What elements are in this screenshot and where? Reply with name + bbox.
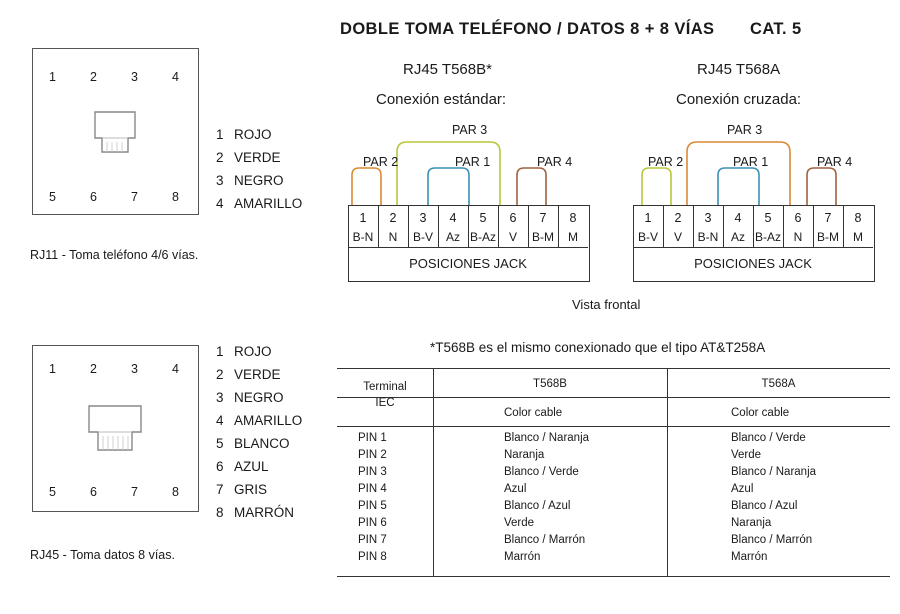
jack-left-pin-code: B-Az (469, 230, 496, 244)
jack-left-pair-3-label: PAR 3 (452, 123, 488, 137)
rj11-top-number-1: 1 (49, 70, 56, 84)
legend-item (216, 432, 302, 455)
table-header-t568b: T568B (533, 378, 567, 390)
legend-item (216, 169, 302, 192)
jack-left-pin-number: 8 (569, 211, 577, 225)
legend-item (216, 501, 302, 524)
rj11-top-number-2: 2 (90, 70, 97, 84)
jack-left-pair-4-label: PAR 4 (537, 155, 573, 169)
legend-item (216, 340, 302, 363)
legend-item (216, 478, 302, 501)
legend-color-name: AZUL (234, 459, 269, 474)
jack-left-positions-label: POSICIONES JACK (409, 256, 527, 271)
table-row-t568a: Blanco / Verde (731, 432, 806, 444)
table-row-t568b: Naranja (504, 449, 545, 461)
table-row-t568b: Azul (504, 483, 527, 495)
legend-color-name: AMARILLO (234, 413, 303, 428)
rj11-bottom-number-6: 6 (90, 190, 97, 204)
page-title: DOBLE TOMA TELÉFONO / DATOS 8 + 8 VÍAS (340, 20, 715, 38)
table-column-divider (667, 369, 668, 576)
jack-right-pin-number: 1 (644, 211, 652, 225)
jack-left-pin-divider (348, 247, 588, 248)
legend-index: 5 (216, 436, 224, 451)
table-subheader-divider (337, 426, 890, 427)
rj45-top-number-2: 2 (90, 362, 97, 376)
jack-left-pin-number: 3 (419, 211, 427, 225)
legend-index: 1 (216, 344, 224, 359)
legend-item (216, 363, 302, 386)
table-row-t568b: Blanco / Naranja (504, 432, 590, 444)
jack-right-pin-number: 6 (794, 211, 802, 225)
table-row-t568a: Blanco / Azul (731, 500, 798, 512)
jack-right-pin-code: Az (730, 230, 745, 244)
jack-right-pin-code: N (793, 230, 803, 244)
legend-index: 2 (216, 150, 224, 165)
jack-left-pin-number: 6 (509, 211, 517, 225)
jack-left-pin-code: Az (445, 230, 460, 244)
jack-left-pin-code: B-N (352, 230, 374, 244)
rj11-bottom-number-5: 5 (49, 190, 56, 204)
legend-item (216, 386, 302, 409)
rj11-bottom-number-8: 8 (172, 190, 179, 204)
table-subheader-color-b: Color cable (504, 407, 563, 419)
jack-left-heading: RJ45 T568B* (403, 61, 492, 78)
legend-color-name: VERDE (234, 367, 281, 382)
jack-left-pin-number: 4 (449, 211, 457, 225)
jack-right-pin-code: B-Az (754, 230, 781, 244)
table-row-t568b: Marrón (504, 551, 541, 563)
legend-color-name: GRIS (234, 482, 268, 497)
legend-index: 6 (216, 459, 224, 474)
jack-right-pin-number: 7 (824, 211, 832, 225)
table-row-pin: PIN 2 (358, 449, 387, 461)
legend-item (216, 455, 302, 478)
jack-left-pin-code: V (508, 230, 517, 244)
front-view-label: Vista frontal (572, 297, 641, 312)
jack-left-pin-number: 7 (539, 211, 547, 225)
table-row-t568b: Blanco / Verde (504, 466, 579, 478)
jack-right-pin-code: V (673, 230, 682, 244)
legend-color-name: ROJO (234, 344, 272, 359)
legend-index: 4 (216, 196, 224, 211)
rj45-bottom-number-6: 6 (90, 485, 97, 499)
table-row-pin: PIN 3 (358, 466, 387, 478)
rj45-plug-icon (85, 402, 145, 456)
legend-item (216, 146, 302, 169)
jack-left-pair-2-label: PAR 2 (363, 155, 399, 169)
table-header-terminal-line1: Terminal (363, 381, 407, 393)
table-subheader-color-a: Color cable (731, 407, 790, 419)
jack-right-pin-code: B-M (817, 230, 839, 244)
legend-color-name: NEGRO (234, 173, 284, 188)
table-row-t568a: Marrón (731, 551, 768, 563)
rj11-top-number-3: 3 (131, 70, 138, 84)
jack-right-pair-4-label: PAR 4 (817, 155, 853, 169)
jack-right-pin-number: 4 (734, 211, 742, 225)
jack-right-pair-2-label: PAR 2 (648, 155, 684, 169)
legend-color-name: MARRÓN (234, 505, 294, 520)
legend-color-name: VERDE (234, 150, 281, 165)
legend-index: 3 (216, 173, 224, 188)
table-row-t568a: Blanco / Marrón (731, 534, 813, 546)
jack-right-pin-code: B-N (697, 230, 719, 244)
rj45-bottom-number-5: 5 (49, 485, 56, 499)
table-column-divider (433, 369, 434, 576)
jack-left-pin-number: 5 (479, 211, 487, 225)
table-row-t568a: Blanco / Naranja (731, 466, 817, 478)
jack-right-pin-number: 3 (704, 211, 712, 225)
jack-left-subheading: Conexión estándar: (376, 91, 507, 108)
jack-right-pair-3-label: PAR 3 (727, 123, 763, 137)
rj45-top-number-1: 1 (49, 362, 56, 376)
table-row-pin: PIN 8 (358, 551, 387, 563)
jack-right-pair-1-label: PAR 1 (733, 155, 769, 169)
rj11-caption: RJ11 - Toma teléfono 4/6 vías. (30, 248, 199, 262)
footnote: *T568B es el mismo conexionado que el tipo AT&T258A (430, 340, 766, 355)
legend-index: 1 (216, 127, 224, 142)
jack-left-pin-code: B-V (412, 230, 433, 244)
table-row-t568b: Blanco / Azul (504, 500, 571, 512)
jack-left-pin-code: M (568, 230, 578, 244)
jack-right-positions-label: POSICIONES JACK (694, 256, 812, 271)
legend-item (216, 123, 302, 146)
category-label: CAT. 5 (750, 20, 802, 38)
legend-index: 3 (216, 390, 224, 405)
table-header-t568a: T568A (761, 378, 796, 390)
jack-right-subheading: Conexión cruzada: (676, 91, 802, 108)
table-row-pin: PIN 6 (358, 517, 387, 529)
table-row-pin: PIN 4 (358, 483, 387, 495)
rj11-bottom-number-7: 7 (131, 190, 138, 204)
jack-left-pin-number: 1 (359, 211, 367, 225)
table-row-t568a: Naranja (731, 517, 772, 529)
legend-color-name: ROJO (234, 127, 272, 142)
jack-left-pair-1-label: PAR 1 (455, 155, 491, 169)
table-row-pin: PIN 5 (358, 500, 387, 512)
rj45-top-number-3: 3 (131, 362, 138, 376)
jack-left-pin-code: B-M (532, 230, 554, 244)
legend-index: 8 (216, 505, 224, 520)
legend-index: 2 (216, 367, 224, 382)
table-row-pin: PIN 7 (358, 534, 387, 546)
rj45-bottom-number-7: 7 (131, 485, 138, 499)
rj11-color-legend (216, 123, 302, 215)
legend-color-name: BLANCO (234, 436, 290, 451)
legend-color-name: AMARILLO (234, 196, 303, 211)
rj11-top-number-4: 4 (172, 70, 179, 84)
rj11-plug-icon (90, 108, 140, 158)
jack-left-pin-code: N (388, 230, 398, 244)
jack-right-pin-code: B-V (637, 230, 658, 244)
legend-item (216, 192, 302, 215)
legend-index: 7 (216, 482, 224, 497)
legend-index: 4 (216, 413, 224, 428)
jack-right-pin-divider (633, 247, 873, 248)
legend-item (216, 409, 302, 432)
jack-right-heading: RJ45 T568A (697, 61, 781, 78)
jack-right-pin-code: M (853, 230, 863, 244)
jack-right-pin-number: 2 (674, 211, 682, 225)
rj45-caption: RJ45 - Toma datos 8 vías. (30, 548, 175, 562)
rj45-color-legend (216, 340, 302, 524)
jack-right-pin-number: 5 (764, 211, 772, 225)
jack-right-pin-number: 8 (854, 211, 862, 225)
rj45-top-number-4: 4 (172, 362, 179, 376)
legend-color-name: NEGRO (234, 390, 284, 405)
jack-left-pin-number: 2 (389, 211, 397, 225)
table-row-pin: PIN 1 (358, 432, 387, 444)
table-row-t568b: Verde (504, 517, 535, 529)
rj45-bottom-number-8: 8 (172, 485, 179, 499)
table-header-terminal-line2: IEC (375, 397, 395, 409)
table-row-t568b: Blanco / Marrón (504, 534, 586, 546)
table-row-t568a: Verde (731, 449, 762, 461)
table-row-t568a: Azul (731, 483, 754, 495)
